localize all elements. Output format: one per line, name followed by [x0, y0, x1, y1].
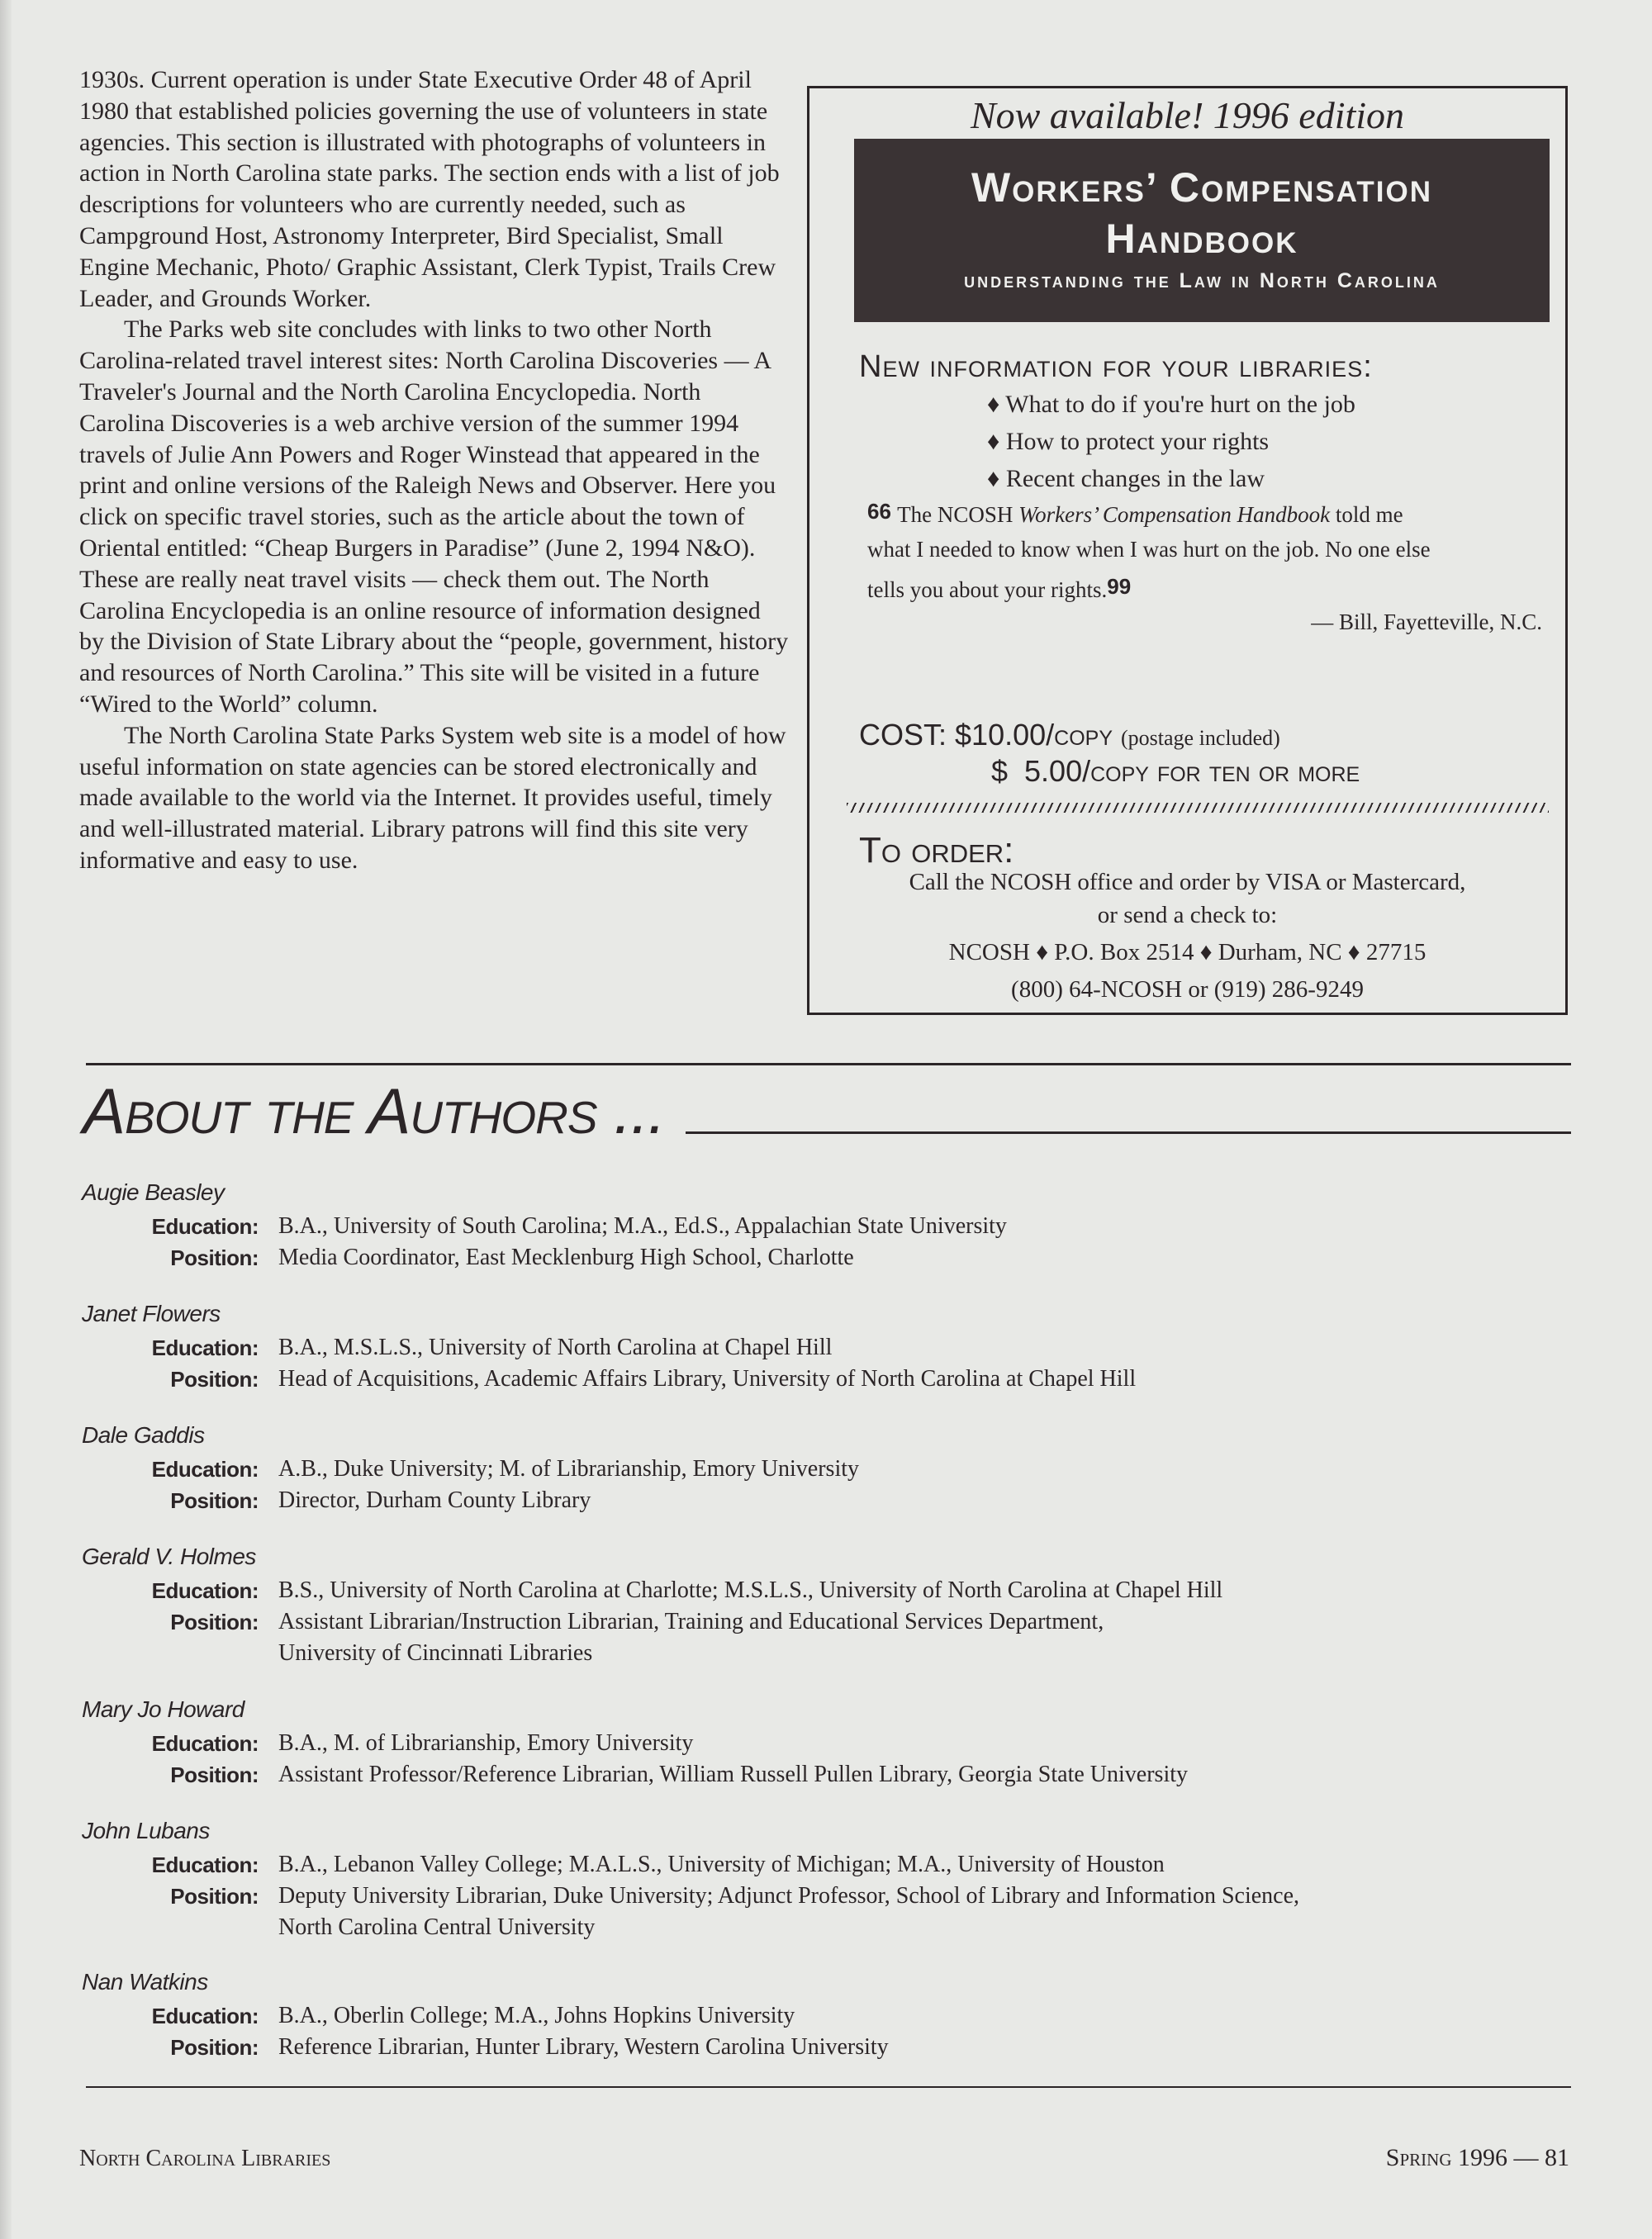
position-value: Director, Durham County Library	[278, 1487, 591, 1513]
close-quote-icon: 99	[1107, 574, 1132, 599]
education-value: B.A., Oberlin College; M.A., Johns Hopkins University	[278, 2003, 795, 2028]
position-value: North Carolina Central University	[278, 1914, 596, 1940]
author-name: Mary Jo Howard	[82, 1696, 244, 1722]
heading-rule	[686, 1131, 1571, 1134]
position-value: Deputy University Librarian, Duke University; Adjunct Professor, School of Library and Information Science,	[278, 1883, 1300, 1909]
position-label: Position:	[170, 1610, 259, 1634]
author-name: Augie Beasley	[82, 1179, 225, 1205]
position-value: Assistant Professor/Reference Librarian, William Russell Pullen Library, Georgia State University	[278, 1762, 1188, 1787]
education-value: B.A., University of South Carolina; M.A., Ed.S., Appalachian State University	[278, 1213, 1007, 1239]
bullet-text: What to do if you're hurt on the job	[1005, 391, 1355, 418]
position-row	[82, 1364, 1585, 1395]
issue-page-number: Spring 1996 — 81	[1385, 2144, 1569, 2171]
position-row	[82, 2032, 1585, 2063]
bullet-text: Recent changes in the law	[1005, 465, 1265, 492]
position-row	[82, 1242, 1585, 1274]
position-label	[82, 1912, 278, 1943]
education-value: A.B., Duke University; M. of Librarianship, Emory University	[278, 1456, 860, 1482]
author-entry	[82, 1696, 1585, 1791]
author-name: Nan Watkins	[82, 1969, 208, 1995]
section-divider	[86, 1063, 1571, 1065]
about-heading: About the Authors ...	[83, 1074, 666, 1147]
ad-quote-line: what I needed to know when I was hurt on the job. No one else	[867, 537, 1431, 562]
article-column	[79, 64, 790, 876]
education-row	[82, 1454, 1585, 1485]
article-paragraph: The North Carolina State Parks System web site is a model of how useful information on state agencies can be stored electronically and made available to the world via the Internet. It provides useful, timely and well-illustrated material. Library patrons will find this site very informative and easy to use.	[79, 721, 786, 874]
ad-quote-line: 66 The NCOSH Workers’ Compensation Handbook told me	[867, 499, 1403, 527]
ad-address: NCOSH ♦ P.O. Box 2514 ♦ Durham, NC ♦ 27715	[948, 939, 1427, 965]
education-label: Education:	[151, 1335, 259, 1360]
article-paragraph: 1930s. Current operation is under State Executive Order 48 of April 1980 that established policies governing the use of volunteers in state agencies. This section is illustrated with photographs of volunteers in action in North Carolina state parks. The section ends with a list of job descriptions for volunteers who are currently needed, such as Campground Host, Astronomy Interpreter, Bird Specialist, Small Engine Mechanic, Photo/ Graphic Assistant, Clerk Typist, Trails Crew Leader, and Grounds Worker.	[79, 66, 780, 312]
article-paragraph: The Parks web site concludes with links to two other North Carolina-related travel interest sites: North Carolina Discoveries — A Traveler's Journal and the North Carolina Encyclopedia. North Carolina Discoveries is a web archive version of the summer 1994 travels of Julie Ann Powers and Roger Winstead that appeared in the print and online versions of the Raleigh News and Observer. Here you click on specific travel stories, such as the article about the town of Oriental entitled: “Cheap Burgers in Paradise” (June 2, 1994 N&O). These are really neat travel visits — check them out. The North Carolina Encyclopedia is an online resource of information designed by the Division of State Library about the “people, government, history and resources of North Carolina.” This site will be visited in a future “Wired to the World” column.	[79, 315, 789, 718]
ad-quote-line: tells you about your rights.99	[867, 574, 1132, 602]
author-name: Dale Gaddis	[82, 1422, 205, 1448]
position-row	[82, 1638, 1585, 1669]
position-value: University of Cincinnati Libraries	[278, 1640, 593, 1666]
education-label: Education:	[151, 1731, 259, 1756]
bullet-text: How to protect your rights	[1005, 428, 1270, 455]
position-value: Head of Acquisitions, Academic Affairs Library, University of North Carolina at Chapel Hill	[278, 1366, 1137, 1392]
position-row	[82, 1881, 1585, 1912]
education-row	[82, 1728, 1585, 1759]
position-label: Position:	[170, 2035, 259, 2060]
ad-phone: (800) 64-NCOSH or (919) 286-9249	[1011, 976, 1364, 1003]
diamond-icon: ♦	[987, 391, 1006, 418]
education-label: Education:	[151, 2004, 259, 2028]
position-value: Reference Librarian, Hunter Library, Western Carolina University	[278, 2034, 889, 2060]
position-row	[82, 1485, 1585, 1516]
author-entry	[82, 1818, 1585, 1943]
position-row	[82, 1759, 1585, 1791]
position-label	[82, 1638, 278, 1669]
education-value: B.A., Lebanon Valley College; M.A.L.S., University of Michigan; M.A., University of Houston	[278, 1852, 1165, 1877]
author-entry	[82, 1422, 1585, 1516]
ad-subtitle: understanding the Law in North Carolina	[964, 269, 1440, 292]
ad-new-info-heading: New information for your libraries:	[859, 349, 1373, 384]
footer-divider	[86, 2086, 1571, 2088]
ad-title: Handbook	[1105, 216, 1298, 262]
ad-title: Workers’ Compensation	[971, 164, 1433, 211]
ad-tagline: Now available! 1996 edition	[970, 94, 1405, 136]
education-row	[82, 2000, 1585, 2032]
position-row	[82, 1912, 1585, 1943]
author-entry	[82, 1301, 1585, 1395]
position-label: Position:	[170, 1884, 259, 1909]
ad-order-line: Call the NCOSH office and order by VISA or Mastercard,	[909, 869, 1466, 895]
author-entry	[82, 1969, 1585, 2063]
journal-name: North Carolina Libraries	[79, 2146, 331, 2171]
education-label: Education:	[151, 1578, 259, 1603]
position-row	[82, 1606, 1585, 1638]
education-row	[82, 1575, 1585, 1606]
author-name: John Lubans	[82, 1818, 210, 1843]
ad-cost-line: COST: $10.00/copy (postage included)	[859, 718, 1280, 752]
education-row	[82, 1849, 1585, 1881]
education-row	[82, 1211, 1585, 1242]
ad-bullet	[987, 391, 1355, 419]
author-name: Janet Flowers	[82, 1301, 221, 1326]
education-value: B.S., University of North Carolina at Charlotte; M.S.L.S., University of North Carolina at Chapel Hill	[278, 1577, 1223, 1603]
position-value: Assistant Librarian/Instruction Librarian, Training and Educational Services Department,	[278, 1609, 1104, 1634]
education-label: Education:	[151, 1457, 259, 1482]
education-row	[82, 1332, 1585, 1364]
education-value: B.A., M.S.L.S., University of North Carolina at Chapel Hill	[278, 1335, 833, 1360]
author-entry	[82, 1179, 1585, 1274]
diamond-icon: ♦	[987, 465, 1006, 492]
position-value: Media Coordinator, East Mecklenburg High School, Charlotte	[278, 1245, 854, 1270]
education-label: Education:	[151, 1214, 259, 1239]
page-edge	[0, 0, 12, 2239]
position-label: Position:	[170, 1245, 259, 1270]
open-quote-icon: 66	[867, 499, 898, 524]
author-name: Gerald V. Holmes	[82, 1544, 256, 1569]
ad-attribution: — Bill, Fayetteville, N.C.	[1311, 610, 1542, 634]
ad-bullet	[987, 428, 1269, 456]
position-label: Position:	[170, 1488, 259, 1513]
ad-title-banner	[854, 139, 1550, 322]
education-value: B.A., M. of Librarianship, Emory University	[278, 1730, 694, 1756]
position-label: Position:	[170, 1367, 259, 1392]
ad-order-heading: To order:	[859, 830, 1014, 870]
ad-bullet	[987, 465, 1265, 493]
diamond-icon: ♦	[987, 428, 1006, 455]
position-label: Position:	[170, 1762, 259, 1787]
hatched-divider	[847, 803, 1549, 813]
ad-cost-bulk: $ 5.00/copy for ten or more	[991, 754, 1360, 788]
author-entry	[82, 1544, 1585, 1669]
education-label: Education:	[151, 1852, 259, 1877]
ad-order-line: or send a check to:	[1097, 902, 1278, 928]
